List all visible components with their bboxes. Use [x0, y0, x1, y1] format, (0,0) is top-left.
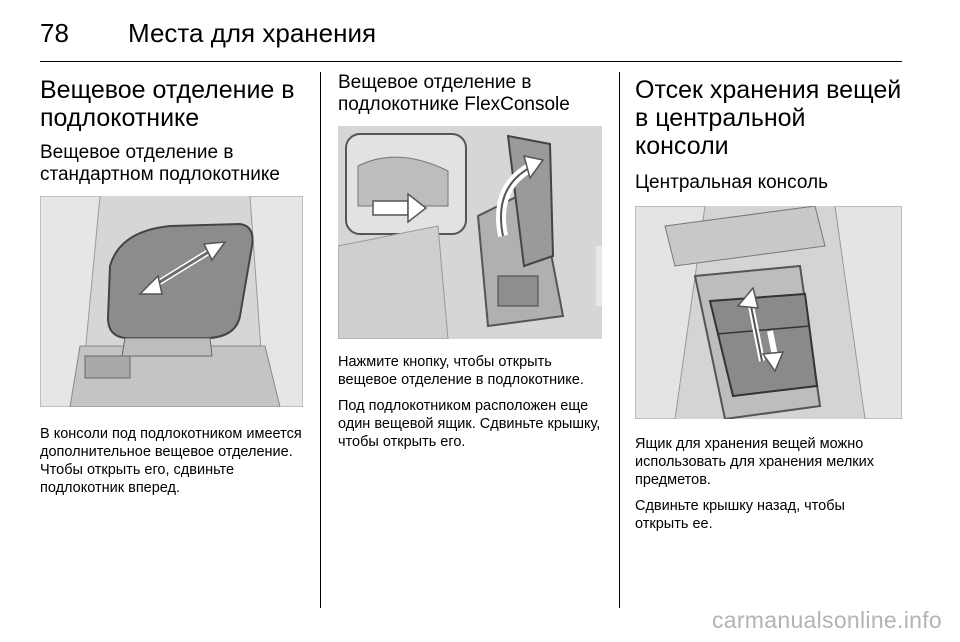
- column-armrest-standard: [40, 72, 303, 497]
- column-flexconsole: [338, 72, 602, 451]
- body-text: Нажмите кнопку, чтобы открыть вещевое отделение в подлокотнике.: [338, 354, 584, 388]
- body-text: В консоли под подлокотником имеется дополнительное вещевое отделение. Чтобы открыть его, сдвиньте подлокотник вперед.: [40, 426, 302, 496]
- subsection-heading: Центральная консоль: [635, 172, 828, 193]
- column-divider: [619, 72, 620, 608]
- page-number: 78: [40, 18, 69, 48]
- armrest-illustration: [40, 196, 303, 407]
- section-heading: Вещевое отделение в подлокотнике: [40, 76, 295, 132]
- watermark: carmanualsonline.info: [711, 607, 942, 633]
- subsection-heading: Вещевое отделение в стандартном подлокотнике: [40, 142, 280, 185]
- center-console-illustration: [635, 206, 902, 419]
- column-divider: [320, 72, 321, 608]
- flexconsole-illustration: [338, 126, 602, 339]
- subsection-heading: Вещевое отделение в подлокотнике FlexConsole: [338, 72, 570, 115]
- body-text: Ящик для хранения вещей можно использовать для хранения мелких предметов.: [635, 436, 874, 488]
- running-title: Места для хранения: [128, 18, 377, 48]
- section-heading: Отсек хранения вещей в центральной консоли: [635, 76, 902, 160]
- page-header: [40, 16, 902, 64]
- column-center-console: [635, 72, 902, 533]
- header-rule: [40, 61, 902, 62]
- body-text: Под подлокотником расположен еще один вещевой ящик. Сдвиньте крышку, чтобы открыть его.: [338, 398, 601, 450]
- body-text: Сдвиньте крышку назад, чтобы открыть ее.: [635, 498, 845, 532]
